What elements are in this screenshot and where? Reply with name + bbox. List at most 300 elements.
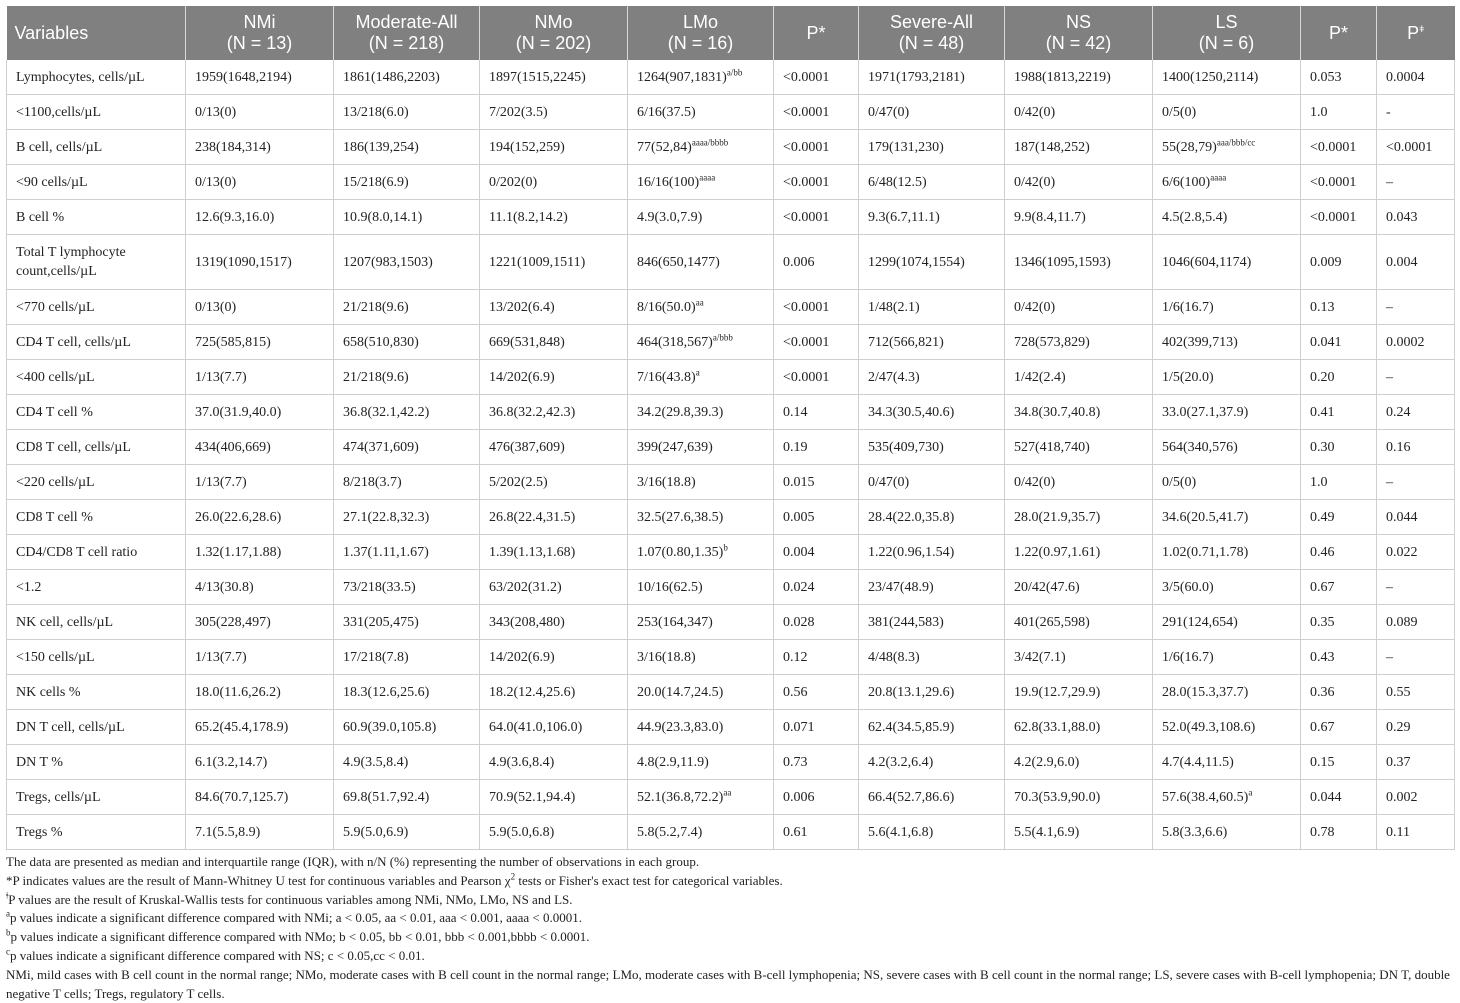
table-cell: 0.36	[1301, 675, 1377, 710]
table-cell: 0.053	[1301, 60, 1377, 95]
footnote-text: p values indicate a significant difference compared with NMi; a < 0.05, aa < 0.01, aaa < 0.001, aaaa < 0.0001.	[10, 910, 583, 926]
table-cell: 669(531,848)	[480, 325, 628, 360]
table-cell: 18.0(11.6,26.2)	[186, 675, 334, 710]
table-cell: 4.9(3.5,8.4)	[334, 745, 480, 780]
significance-marker: aaaa/bbbb	[691, 136, 729, 147]
table-cell: 69.8(51.7,92.4)	[334, 780, 480, 815]
table-cell: 1/5(20.0)	[1153, 360, 1301, 395]
table-cell: 3/16(18.8)	[628, 640, 774, 675]
table-row	[7, 780, 1455, 815]
row-label: DN T %	[7, 745, 186, 780]
table-cell: <0.0001	[774, 95, 859, 130]
table-cell: 331(205,475)	[334, 605, 480, 640]
footnote-marker: ǂ	[6, 890, 9, 901]
table-cell: 1988(1813,2219)	[1005, 60, 1153, 95]
table-cell: <0.0001	[774, 165, 859, 200]
table-cell: 0.028	[774, 605, 859, 640]
table-cell: 14/202(6.9)	[480, 640, 628, 675]
table-cell: 1/13(7.7)	[186, 465, 334, 500]
table-cell: 1.0	[1301, 95, 1377, 130]
table-cell: 0/5(0)	[1153, 95, 1301, 130]
table-cell	[628, 780, 774, 815]
column-header	[1301, 6, 1377, 60]
table-cell: 0/13(0)	[186, 95, 334, 130]
row-label: CD4 T cell %	[7, 395, 186, 430]
table-row	[7, 360, 1455, 395]
cell-value: 1.07(0.80,1.35)	[637, 544, 724, 560]
table-cell: –	[1377, 165, 1455, 200]
table-cell: 194(152,259)	[480, 130, 628, 165]
table-cell: 3/42(7.1)	[1005, 640, 1153, 675]
significance-marker: b	[723, 541, 728, 552]
column-header-count: (N = 6)	[1198, 33, 1255, 53]
table-cell	[1153, 780, 1301, 815]
footnote-text: P values are the result of Kruskal-Wallis tests for continuous variables among NMi, NMo, LMo, NS and LS.	[8, 891, 573, 907]
table-cell: 0/13(0)	[186, 290, 334, 325]
table-cell: 4.2(3.2,6.4)	[859, 745, 1005, 780]
table-cell: 21/218(9.6)	[334, 360, 480, 395]
table-cell: 0.043	[1377, 200, 1455, 235]
cell-value: 464(318,567)	[637, 334, 713, 350]
table-cell: 0.005	[774, 500, 859, 535]
table-cell: 0.67	[1301, 570, 1377, 605]
column-header-name: LMo	[682, 12, 718, 32]
cell-value: 7/16(43.8)	[637, 369, 696, 385]
row-label: <220 cells/µL	[7, 465, 186, 500]
table-cell: 34.3(30.5,40.6)	[859, 395, 1005, 430]
table-cell: 0.0004	[1377, 60, 1455, 95]
significance-marker: a/bb	[726, 66, 743, 77]
table-cell: 21/218(9.6)	[334, 290, 480, 325]
table-cell: 381(244,583)	[859, 605, 1005, 640]
table-cell: 0.37	[1377, 745, 1455, 780]
table-cell: 0.55	[1377, 675, 1455, 710]
table-cell: 20/42(47.6)	[1005, 570, 1153, 605]
table-cell: 402(399,713)	[1153, 325, 1301, 360]
table-row	[7, 200, 1455, 235]
table-cell: <0.0001	[774, 325, 859, 360]
table-cell: 1/42(2.4)	[1005, 360, 1153, 395]
header-row	[7, 6, 1455, 60]
table-cell: 1046(604,1174)	[1153, 235, 1301, 290]
table-cell: 1346(1095,1593)	[1005, 235, 1153, 290]
table-cell: 7.1(5.5,8.9)	[186, 815, 334, 850]
row-label: B cell %	[7, 200, 186, 235]
table-cell: 401(265,598)	[1005, 605, 1153, 640]
row-label: <770 cells/µL	[7, 290, 186, 325]
table-cell: 0.78	[1301, 815, 1377, 850]
table-cell: 1.32(1.17,1.88)	[186, 535, 334, 570]
table-cell: 0.071	[774, 710, 859, 745]
table-cell: 5.6(4.1,6.8)	[859, 815, 1005, 850]
significance-marker: aa	[723, 786, 732, 797]
table-cell: 26.0(22.6,28.6)	[186, 500, 334, 535]
table-row	[7, 95, 1455, 130]
table-cell: 6.1(3.2,14.7)	[186, 745, 334, 780]
table-cell	[628, 325, 774, 360]
significance-marker: aaaa	[1210, 171, 1227, 182]
table-cell: 33.0(27.1,37.9)	[1153, 395, 1301, 430]
table-cell: 0.11	[1377, 815, 1455, 850]
table-cell: 1.0	[1301, 465, 1377, 500]
table-cell: 34.6(20.5,41.7)	[1153, 500, 1301, 535]
cell-value: 52.1(36.8,72.2)	[637, 789, 724, 805]
table-cell: 4.7(4.4,11.5)	[1153, 745, 1301, 780]
cell-value: 77(52,84)	[637, 139, 692, 155]
table-cell: <0.0001	[1301, 130, 1377, 165]
row-label: <1.2	[7, 570, 186, 605]
table-cell: 1959(1648,2194)	[186, 60, 334, 95]
table-cell: 34.8(30.7,40.8)	[1005, 395, 1153, 430]
table-cell: 5/202(2.5)	[480, 465, 628, 500]
table-cell: 20.0(14.7,24.5)	[628, 675, 774, 710]
table-cell	[1153, 130, 1301, 165]
table-cell: 9.3(6.7,11.1)	[859, 200, 1005, 235]
significance-marker: aa	[695, 296, 704, 307]
table-cell: 15/218(6.9)	[334, 165, 480, 200]
row-label: DN T cell, cells/µL	[7, 710, 186, 745]
table-container	[6, 6, 1454, 850]
table-cell: 0/5(0)	[1153, 465, 1301, 500]
table-cell: 253(164,347)	[628, 605, 774, 640]
table-cell: 0.61	[774, 815, 859, 850]
table-cell: 0/42(0)	[1005, 465, 1153, 500]
table-cell: 62.4(34.5,85.9)	[859, 710, 1005, 745]
footnote-text: NMi, mild cases with B cell count in the normal range; NMo, moderate cases with B cell count in the normal range; LMo, moderate cases with B-cell lymphopenia; NS, severe cases with B cell count in the normal range; LS, severe cases with B-cell lymphopenia; DN T, double negative T cells; Tregs, regulatory T cells.	[6, 966, 1450, 1001]
footnote-marker: c	[6, 946, 10, 957]
column-header	[1005, 6, 1153, 60]
table-cell: 0.089	[1377, 605, 1455, 640]
table-cell: 187(148,252)	[1005, 130, 1153, 165]
table-cell: 399(247,639)	[628, 430, 774, 465]
table-cell: –	[1377, 290, 1455, 325]
column-header-count: (N = 13)	[226, 33, 293, 53]
table-cell: 434(406,669)	[186, 430, 334, 465]
column-header-name: NS	[1065, 12, 1091, 32]
table-cell: 291(124,654)	[1153, 605, 1301, 640]
table-cell: 36.8(32.2,42.3)	[480, 395, 628, 430]
row-label: <400 cells/µL	[7, 360, 186, 395]
table-cell: 343(208,480)	[480, 605, 628, 640]
table-cell: 0.044	[1377, 500, 1455, 535]
table-row	[7, 675, 1455, 710]
table-cell: –	[1377, 465, 1455, 500]
footnote-line	[6, 853, 1454, 872]
table-row	[7, 165, 1455, 200]
table-cell: 62.8(33.1,88.0)	[1005, 710, 1153, 745]
column-header-superscript: ǂ	[1419, 23, 1425, 34]
table-cell: 44.9(23.3,83.0)	[628, 710, 774, 745]
table-cell: 12.6(9.3,16.0)	[186, 200, 334, 235]
column-header-name: NMo	[534, 12, 573, 32]
table-cell: 65.2(45.4,178.9)	[186, 710, 334, 745]
footnote-text: *P indicates values are the result of Mann-Whitney U test for continuous variables and Pearson χ	[6, 872, 511, 888]
data-table	[6, 6, 1455, 850]
column-header	[628, 6, 774, 60]
table-cell: 4.8(2.9,11.9)	[628, 745, 774, 780]
table-cell: 1971(1793,2181)	[859, 60, 1005, 95]
table-cell: 10/16(62.5)	[628, 570, 774, 605]
table-cell: 9.9(8.4,11.7)	[1005, 200, 1153, 235]
significance-marker: a/bbb	[712, 331, 733, 342]
table-cell: 4.5(2.8,5.4)	[1153, 200, 1301, 235]
table-cell: 476(387,609)	[480, 430, 628, 465]
table-cell: 0.41	[1301, 395, 1377, 430]
table-cell: 4/48(8.3)	[859, 640, 1005, 675]
table-cell: 6/48(12.5)	[859, 165, 1005, 200]
table-cell: <0.0001	[1301, 200, 1377, 235]
table-row	[7, 235, 1455, 290]
footnote-line	[6, 891, 1454, 910]
footnote-text: p values indicate a significant difference compared with NMo; b < 0.05, bb < 0.01, bbb < 0.001,bbbb < 0.0001.	[10, 929, 590, 945]
table-row	[7, 815, 1455, 850]
table-cell: 474(371,609)	[334, 430, 480, 465]
column-header-name: P*	[806, 22, 826, 43]
table-row	[7, 395, 1455, 430]
table-cell: 0.024	[774, 570, 859, 605]
cell-value: 57.6(38.4,60.5)	[1162, 789, 1249, 805]
table-cell: 0/47(0)	[859, 465, 1005, 500]
table-cell: 1.02(0.71,1.78)	[1153, 535, 1301, 570]
table-cell: 3/16(18.8)	[628, 465, 774, 500]
row-label: NK cell, cells/µL	[7, 605, 186, 640]
column-header-name: Severe-All	[889, 12, 974, 32]
column-header-name: NMi	[243, 12, 276, 32]
column-header	[334, 6, 480, 60]
table-cell: 0/42(0)	[1005, 165, 1153, 200]
table-cell: 1.37(1.11,1.67)	[334, 535, 480, 570]
table-cell: 1.22(0.97,1.61)	[1005, 535, 1153, 570]
row-label: NK cells %	[7, 675, 186, 710]
table-cell	[628, 130, 774, 165]
table-cell: 37.0(31.9,40.0)	[186, 395, 334, 430]
table-cell: 1/13(7.7)	[186, 640, 334, 675]
significance-marker: aaaa	[699, 171, 716, 182]
column-header-name: P*	[1328, 22, 1348, 43]
table-cell: 186(139,254)	[334, 130, 480, 165]
table-row	[7, 60, 1455, 95]
column-header	[1377, 6, 1455, 60]
table-cell: 70.3(53.9,90.0)	[1005, 780, 1153, 815]
row-label: <150 cells/µL	[7, 640, 186, 675]
table-cell: 564(340,576)	[1153, 430, 1301, 465]
table-cell: 712(566,821)	[859, 325, 1005, 360]
table-cell: 0.24	[1377, 395, 1455, 430]
table-cell: 0.004	[1377, 235, 1455, 290]
table-cell: 34.2(29.8,39.3)	[628, 395, 774, 430]
table-cell: 28.0(15.3,37.7)	[1153, 675, 1301, 710]
table-cell: 0.67	[1301, 710, 1377, 745]
footnote-text: p values indicate a significant difference compared with NS; c < 0.05,cc < 0.01.	[10, 947, 425, 963]
table-cell: 52.0(49.3,108.6)	[1153, 710, 1301, 745]
table-cell: <0.0001	[774, 130, 859, 165]
column-header-count: (N = 42)	[1045, 33, 1112, 53]
column-header	[186, 6, 334, 60]
table-cell: 20.8(13.1,29.6)	[859, 675, 1005, 710]
row-label: CD8 T cell %	[7, 500, 186, 535]
table-cell: 17/218(7.8)	[334, 640, 480, 675]
table-cell: 18.2(12.4,25.6)	[480, 675, 628, 710]
footnote-marker: a	[6, 909, 10, 920]
table-cell: 1299(1074,1554)	[859, 235, 1005, 290]
row-label: CD8 T cell, cells/µL	[7, 430, 186, 465]
table-row	[7, 535, 1455, 570]
column-header-name: Moderate-All	[355, 12, 458, 32]
column-header-name: LS	[1215, 12, 1238, 32]
table-cell: 36.8(32.1,42.2)	[334, 395, 480, 430]
table-row	[7, 325, 1455, 360]
table-cell: 0.30	[1301, 430, 1377, 465]
table-cell: 13/202(6.4)	[480, 290, 628, 325]
table-cell: 179(131,230)	[859, 130, 1005, 165]
row-label: Tregs %	[7, 815, 186, 850]
table-cell: 658(510,830)	[334, 325, 480, 360]
table-cell: 0.15	[1301, 745, 1377, 780]
column-header-name: Variables	[14, 22, 89, 43]
table-cell: 725(585,815)	[186, 325, 334, 360]
table-cell: 0.16	[1377, 430, 1455, 465]
table-cell: 0/13(0)	[186, 165, 334, 200]
table-row	[7, 130, 1455, 165]
table-cell: –	[1377, 570, 1455, 605]
table-row	[7, 710, 1455, 745]
table-cell: 32.5(27.6,38.5)	[628, 500, 774, 535]
row-label: CD4 T cell, cells/µL	[7, 325, 186, 360]
table-cell: 27.1(22.8,32.3)	[334, 500, 480, 535]
table-cell: 3/5(60.0)	[1153, 570, 1301, 605]
table-cell: 0.12	[774, 640, 859, 675]
table-cell: 1400(1250,2114)	[1153, 60, 1301, 95]
row-label: Total T lymphocyte count,cells/µL	[7, 235, 186, 290]
table-cell: 1/6(16.7)	[1153, 640, 1301, 675]
table-row	[7, 640, 1455, 675]
table-cell: 84.6(70.7,125.7)	[186, 780, 334, 815]
row-label: <90 cells/µL	[7, 165, 186, 200]
table-cell: 5.8(5.2,7.4)	[628, 815, 774, 850]
footnote-line	[6, 947, 1454, 966]
table-cell: 7/202(3.5)	[480, 95, 628, 130]
table-cell: 28.4(22.0,35.8)	[859, 500, 1005, 535]
column-header-count: (N = 218)	[368, 33, 445, 53]
table-cell: 535(409,730)	[859, 430, 1005, 465]
table-cell: 846(650,1477)	[628, 235, 774, 290]
table-cell: 8/218(3.7)	[334, 465, 480, 500]
table-cell: 0.015	[774, 465, 859, 500]
table-cell: 1207(983,1503)	[334, 235, 480, 290]
cell-value: 6/6(100)	[1162, 174, 1211, 190]
table-cell: 0.19	[774, 430, 859, 465]
column-header	[1153, 6, 1301, 60]
column-header-count: (N = 202)	[515, 33, 592, 53]
table-cell: 0.13	[1301, 290, 1377, 325]
cell-value: 8/16(50.0)	[637, 299, 696, 315]
table-cell: 5.9(5.0,6.8)	[480, 815, 628, 850]
table-cell: 728(573,829)	[1005, 325, 1153, 360]
table-cell	[628, 535, 774, 570]
table-cell: 64.0(41.0,106.0)	[480, 710, 628, 745]
table-cell: –	[1377, 640, 1455, 675]
table-cell: <0.0001	[774, 60, 859, 95]
significance-marker: a	[695, 366, 700, 377]
table-cell	[1153, 165, 1301, 200]
table-cell: 5.5(4.1,6.9)	[1005, 815, 1153, 850]
table-cell: 0.044	[1301, 780, 1377, 815]
table-cell: 4.9(3.6,8.4)	[480, 745, 628, 780]
cell-value: 55(28,79)	[1162, 139, 1217, 155]
table-cell: 0.041	[1301, 325, 1377, 360]
table-cell: 23/47(48.9)	[859, 570, 1005, 605]
table-cell: 1/48(2.1)	[859, 290, 1005, 325]
row-label: <1100,cells/µL	[7, 95, 186, 130]
table-cell: 5.9(5.0,6.9)	[334, 815, 480, 850]
table-cell: 63/202(31.2)	[480, 570, 628, 605]
table-cell: 0.002	[1377, 780, 1455, 815]
table-cell	[628, 360, 774, 395]
table-cell	[628, 165, 774, 200]
table-cell: 527(418,740)	[1005, 430, 1153, 465]
table-cell: <0.0001	[774, 290, 859, 325]
table-cell: 2/47(4.3)	[859, 360, 1005, 395]
footnote-line	[6, 928, 1454, 947]
table-cell: 4/13(30.8)	[186, 570, 334, 605]
table-cell: 4.2(2.9,6.0)	[1005, 745, 1153, 780]
table-cell: 26.8(22.4,31.5)	[480, 500, 628, 535]
table-cell: 1.39(1.13,1.68)	[480, 535, 628, 570]
row-label: Tregs, cells/µL	[7, 780, 186, 815]
table-cell: -	[1377, 95, 1455, 130]
table-cell: 0.0002	[1377, 325, 1455, 360]
table-row	[7, 605, 1455, 640]
table-cell: 1/6(16.7)	[1153, 290, 1301, 325]
table-body	[7, 60, 1455, 850]
table-cell: 10.9(8.0,14.1)	[334, 200, 480, 235]
table-row	[7, 745, 1455, 780]
footnote-line	[6, 909, 1454, 928]
table-cell: <0.0001	[1301, 165, 1377, 200]
table-cell: 6/16(37.5)	[628, 95, 774, 130]
significance-marker: a	[1248, 786, 1253, 797]
table-cell: 0.006	[774, 235, 859, 290]
table-cell: 0.49	[1301, 500, 1377, 535]
table-cell: 1221(1009,1511)	[480, 235, 628, 290]
table-cell: 238(184,314)	[186, 130, 334, 165]
row-label: CD4/CD8 T cell ratio	[7, 535, 186, 570]
table-cell: 0.73	[774, 745, 859, 780]
table-row	[7, 500, 1455, 535]
table-cell: 0.56	[774, 675, 859, 710]
table-cell: <0.0001	[1377, 130, 1455, 165]
table-cell: 0.009	[1301, 235, 1377, 290]
cell-value: 1264(907,1831)	[637, 69, 727, 85]
table-cell: 4.9(3.0,7.9)	[628, 200, 774, 235]
table-cell: 70.9(52.1,94.4)	[480, 780, 628, 815]
table-cell: 0/42(0)	[1005, 95, 1153, 130]
column-header-name: P	[1407, 22, 1420, 43]
table-cell: 0/42(0)	[1005, 290, 1153, 325]
row-label: Lymphocytes, cells/µL	[7, 60, 186, 95]
table-cell: 14/202(6.9)	[480, 360, 628, 395]
table-cell: 1.22(0.96,1.54)	[859, 535, 1005, 570]
table-cell	[628, 290, 774, 325]
table-cell: –	[1377, 360, 1455, 395]
table-cell: 0.29	[1377, 710, 1455, 745]
table-cell: 28.0(21.9,35.7)	[1005, 500, 1153, 535]
table-cell: 1319(1090,1517)	[186, 235, 334, 290]
column-header-count: (N = 16)	[667, 33, 734, 53]
footnote-text-continued: tests or Fisher's exact test for categorical variables.	[515, 872, 783, 888]
table-cell: 0.14	[774, 395, 859, 430]
footnote-superscript: 2	[510, 871, 516, 882]
